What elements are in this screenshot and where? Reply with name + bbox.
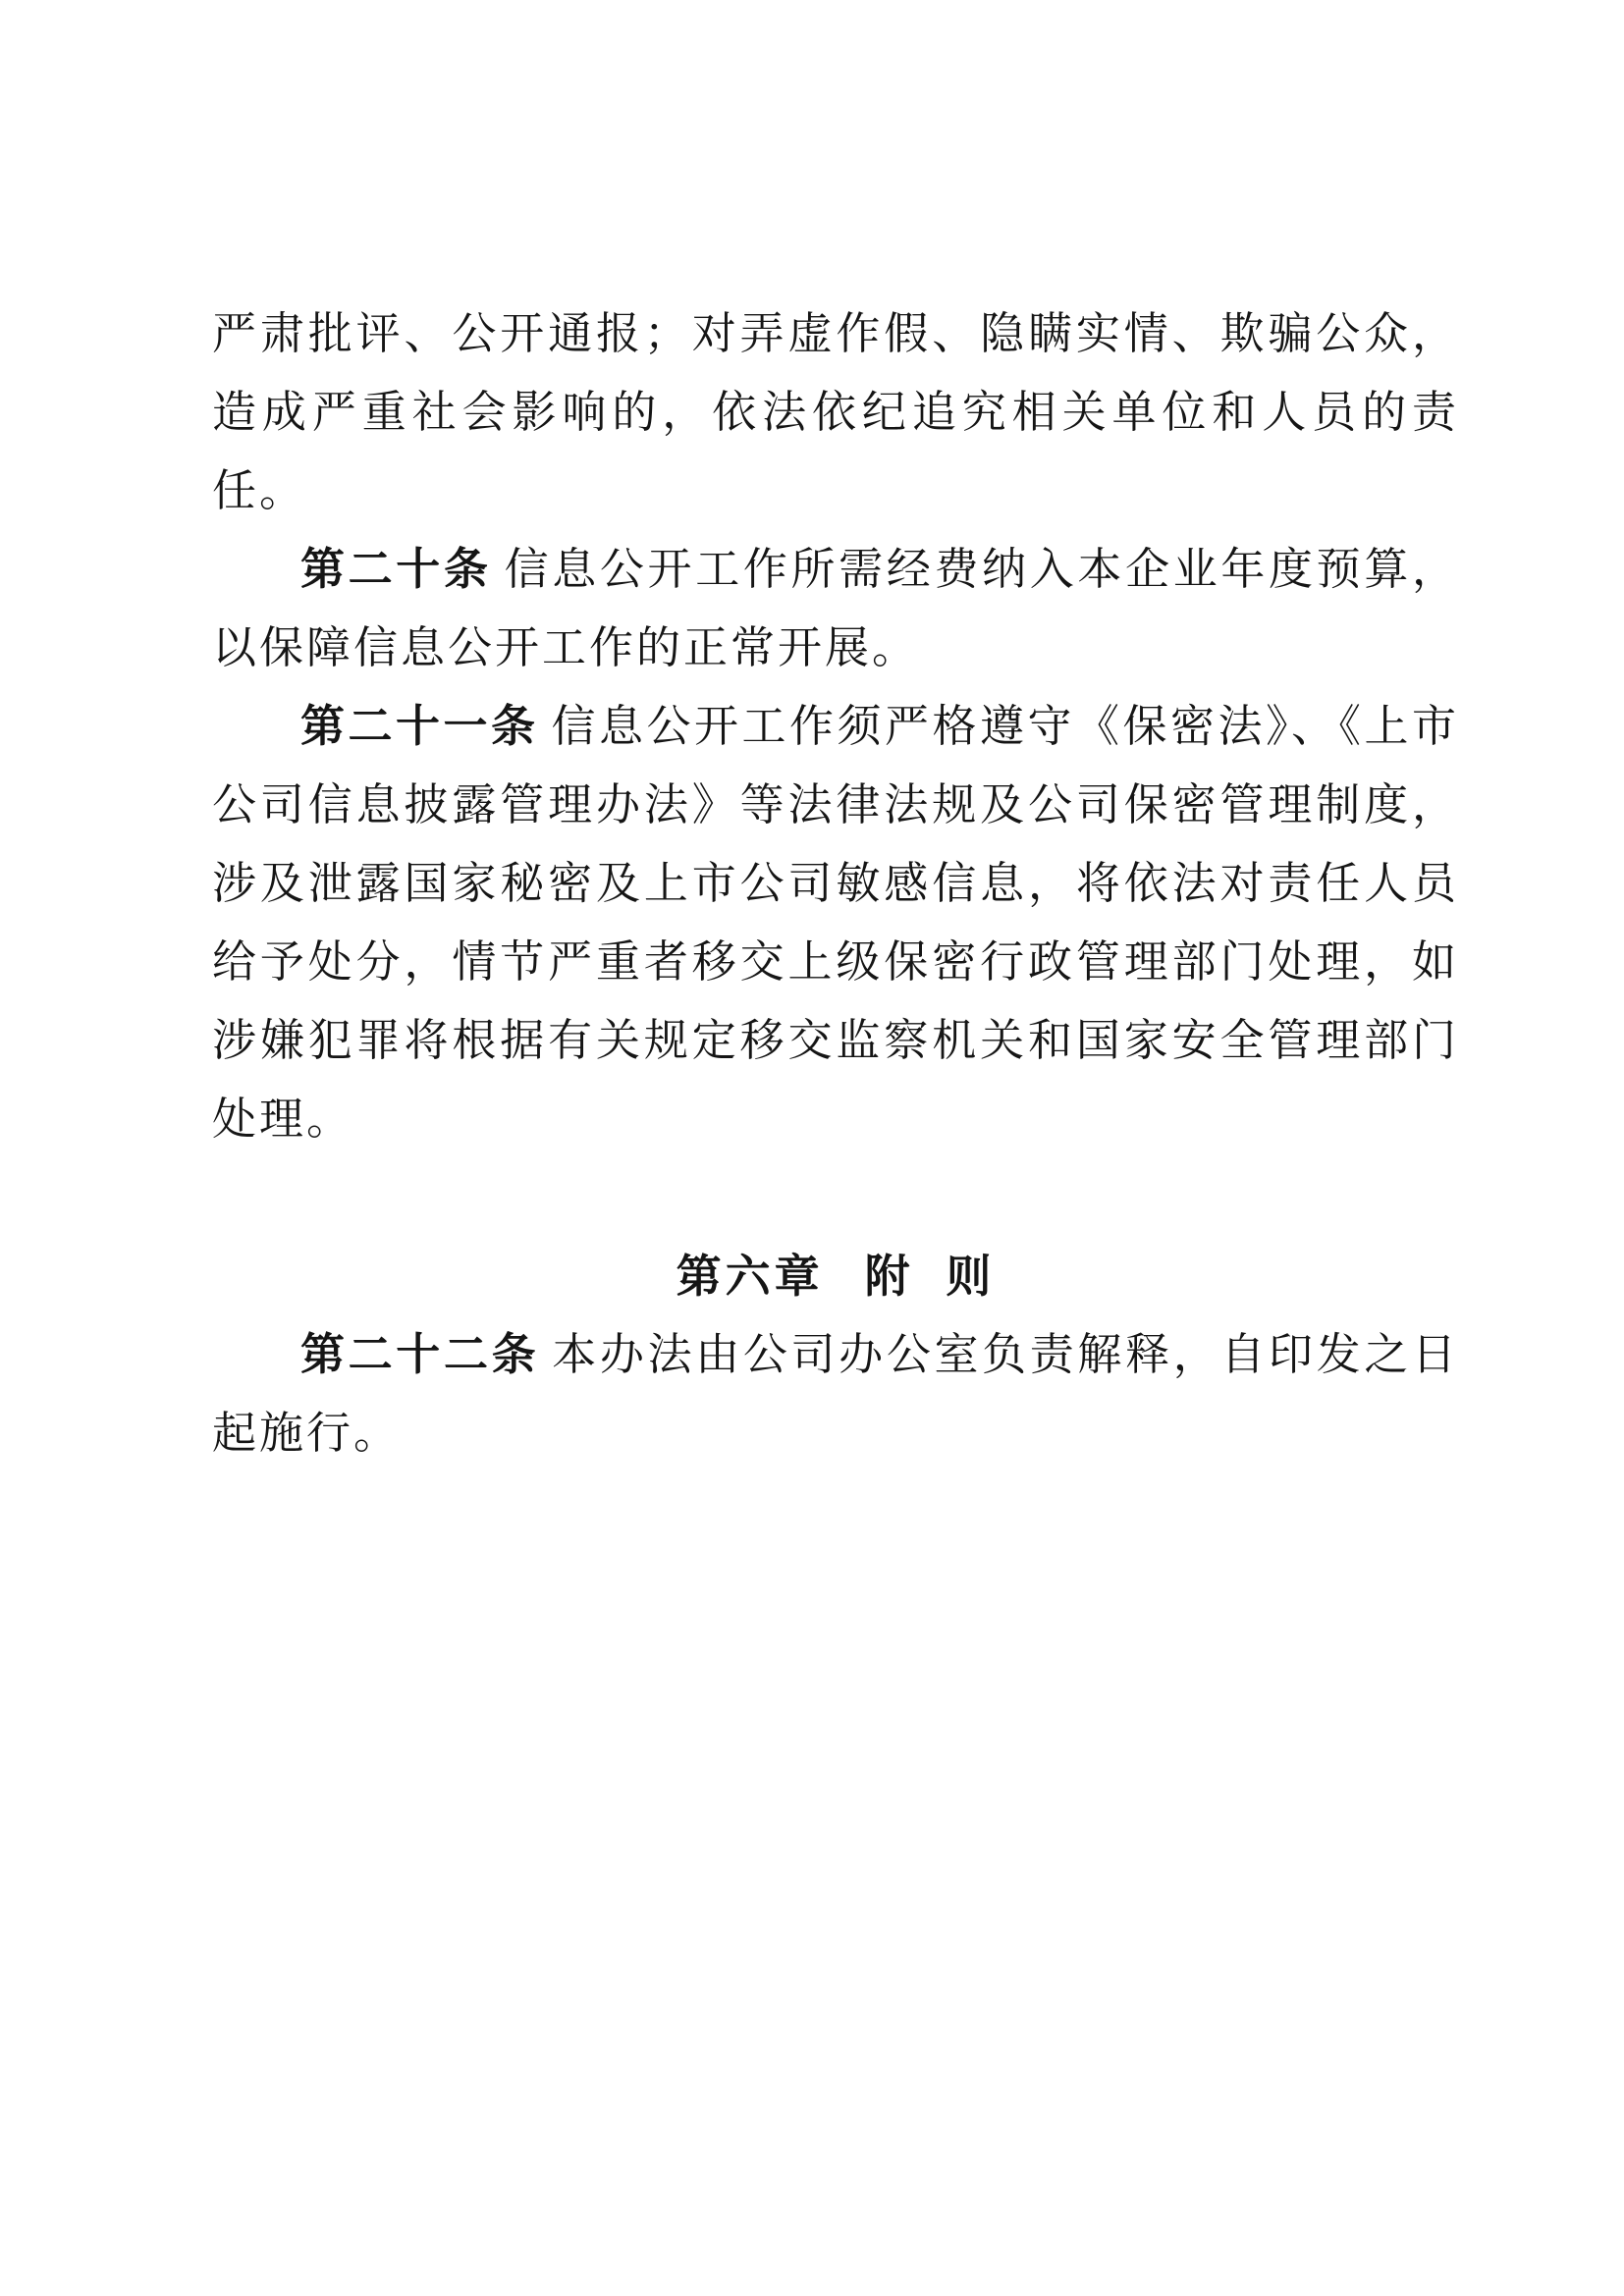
chapter-number: 第六章 — [676, 1251, 824, 1302]
paragraph-continuation — [212, 294, 1459, 530]
chapter-heading — [212, 1237, 1459, 1315]
paragraph-text: 严肃批评、公开通报；对弄虚作假、隐瞒实情、欺骗公众，造成严重社会影响的，依法依纪追究相关单位和人员的责任。 — [212, 309, 1459, 515]
article-number: 第二十一条 — [300, 702, 539, 751]
paragraph-text: 本办法由公司办公室负责解释，自印发之日起施行。 — [212, 1330, 1459, 1458]
paragraph-article-21 — [212, 687, 1459, 1158]
paragraph-article-22 — [212, 1315, 1459, 1472]
paragraph-text: 信息公开工作须严格遵守《保密法》、《上市公司信息披露管理办法》等法律法规及公司保密管理制度，涉及泄露国家秘密及上市公司敏感信息，将依法对责任人员给予处分，情节严重者移交上级保密行政管理部门处理，如涉嫌犯罪将根据有关规定移交监察机关和国家安全管理部门处理。 — [212, 702, 1459, 1144]
paragraph-article-20 — [212, 530, 1459, 687]
chapter-title: 附 则 — [864, 1251, 996, 1302]
article-number: 第二十二条 — [300, 1330, 540, 1379]
article-number: 第二十条 — [300, 545, 492, 594]
paragraph-text: 信息公开工作所需经费纳入本企业年度预算，以保障信息公开工作的正常开展。 — [212, 545, 1459, 672]
